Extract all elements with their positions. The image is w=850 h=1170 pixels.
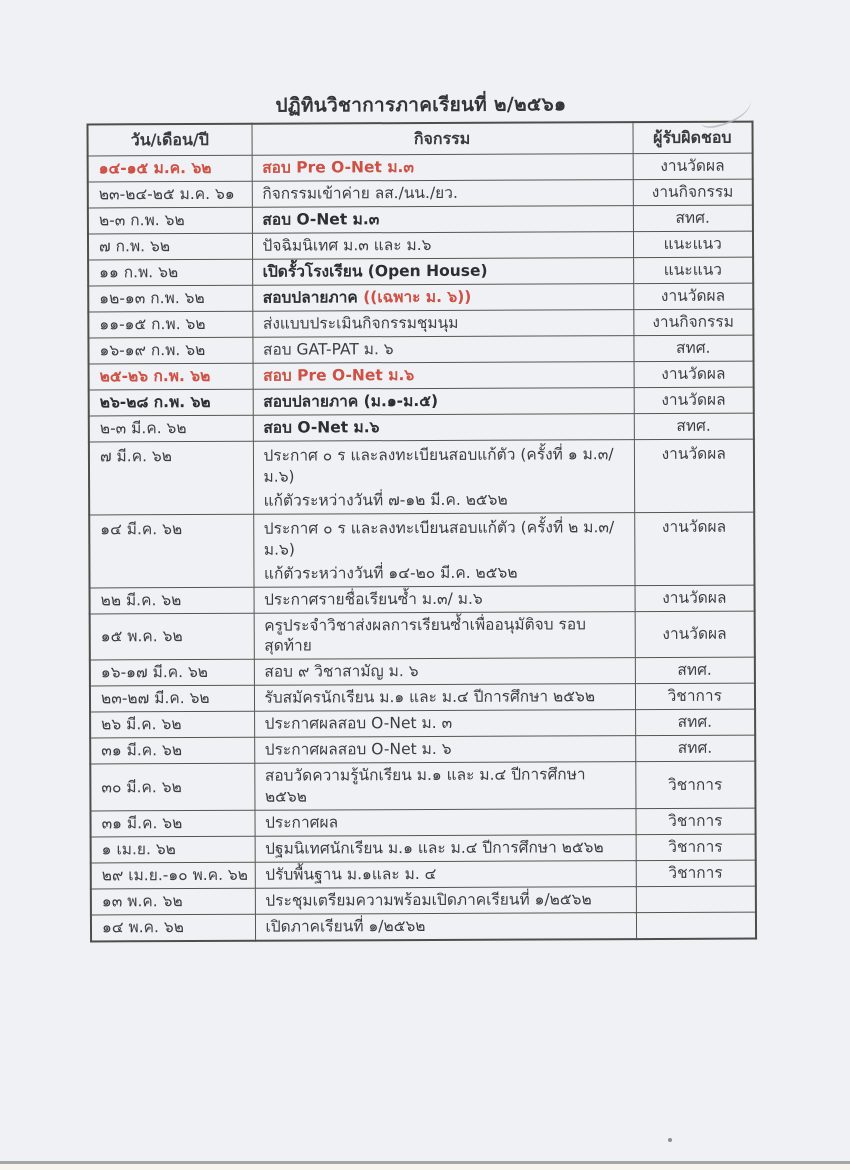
date-cell: ๑๕ พ.ค. ๖๒ (90, 613, 254, 661)
responsible-cell: สทศ. (635, 657, 755, 684)
activity-cell (254, 585, 635, 613)
responsible-cell: งานวัดผล (635, 611, 755, 658)
activity-cell (253, 414, 634, 442)
table-row (90, 585, 755, 614)
activity-cell (252, 310, 633, 338)
activity-cell (254, 809, 635, 837)
responsible-cell (636, 886, 756, 913)
date-cell: ๑๖-๑๙ ก.พ. ๖๒ (88, 337, 252, 364)
responsible-cell: วิชาการ (635, 761, 755, 808)
activity-cell (255, 861, 636, 889)
activity-cell (253, 512, 634, 586)
activity-text: ครูประจำวิชาส่งผลการเรียนซ้ำเพื่ออนุมัติจบ รอบสุดท้าย (264, 614, 587, 656)
activity-text: ประกาศ ๐ ร และลงทะเบียนสอบแก้ตัว (ครั้งที่ ๑ ม.๓/ ม.๖) (263, 445, 614, 486)
activity-cell (254, 736, 635, 764)
activity-text: ประกาศ ๐ ร และลงทะเบียนสอบแก้ตัว (ครั้งที่ ๒ ม.๓/ ม.๖) (263, 517, 615, 559)
responsible-cell: งานวัดผล (633, 283, 753, 310)
responsible-cell: งานกิจกรรม (633, 179, 753, 206)
activity-text: ปฐมนิเทศนักเรียน ม.๑ และ ม.๔ ปีการศึกษา ๒๕๖๒ (265, 838, 604, 858)
activity-text: สอบปลายภาค (ม.๑-ม.๕) (263, 391, 439, 411)
date-cell: ๑๖-๑๗ มี.ค. ๖๒ (90, 660, 254, 687)
table-row (91, 912, 756, 941)
activity-cell (254, 611, 635, 660)
table-row (88, 309, 753, 338)
activity-text: กิจกรรมเข้าค่าย ลส./นน./ยว. (262, 183, 458, 203)
activity-second-line: แก้ตัวระหว่างวันที่ ๗-๑๒ มี.ค. ๒๕๖๒ (263, 490, 508, 510)
activity-text: เปิดรั้วโรงเรียน (Open House) (262, 261, 488, 281)
table-header (87, 122, 752, 156)
activity-cell (254, 658, 635, 686)
page-title: ปฏิทินวิชาการภาคเรียนที่ ๒/๒๕๖๑ (275, 93, 567, 117)
responsible-cell: งานวัดผล (634, 439, 754, 512)
table-row (88, 257, 753, 286)
date-cell: ๒๖ มี.ค. ๖๒ (90, 712, 254, 739)
activity-cell (252, 232, 633, 260)
responsible-cell: สทศ. (633, 205, 753, 232)
responsible-cell: งานวัดผล (634, 361, 754, 388)
responsible-cell: สทศ. (635, 709, 755, 736)
activity-cell (254, 710, 635, 738)
date-cell: ๒๒ มี.ค. ๖๒ (90, 587, 254, 614)
activity-text: ปรับพื้นฐาน ม.๑และ ม. ๔ (265, 865, 437, 884)
date-cell: ๒๙ เม.ย.-๑๐ พ.ค. ๖๒ (91, 862, 255, 889)
activity-cell (255, 835, 636, 863)
responsible-cell: สทศ. (635, 735, 755, 762)
responsible-cell: แนะแนว (633, 231, 753, 258)
activity-cell (255, 887, 636, 915)
activity-text: สอบปลายภาค (262, 288, 364, 307)
responsible-cell: งานวัดผล (635, 585, 755, 612)
date-cell: ๑๔-๑๕ ม.ค. ๖๒ (88, 155, 252, 182)
table-row (91, 860, 756, 889)
table-row (88, 153, 753, 182)
activity-text: ประกาศผล (265, 813, 339, 832)
table-row (90, 761, 755, 811)
activity-cell (252, 154, 633, 182)
activity-cell (252, 284, 633, 312)
table-body (88, 153, 756, 942)
activity-red-text: ((เฉพาะ ม. ๖)) (363, 287, 472, 307)
date-cell: ๓๐ มี.ค. ๖๒ (90, 764, 254, 812)
date-cell: ๒-๓ ก.พ. ๖๒ (88, 207, 252, 234)
table-row (89, 512, 754, 588)
academic-calendar-table (86, 121, 757, 943)
date-cell: ๑๓ พ.ค. ๖๒ (91, 888, 255, 915)
activity-text: สอบวัดความรู้นักเรียน ม.๑ และ ม.๔ ปีการศึกษา ๒๕๖๒ (264, 765, 586, 806)
table-row (90, 683, 755, 712)
activity-cell (253, 388, 634, 416)
table-row (88, 179, 753, 208)
activity-text: สอบ GAT-PAT ม. ๖ (262, 340, 394, 359)
activity-text: ประกาศผลสอบ O-Net ม. ๓ (264, 714, 453, 734)
table-row (89, 439, 754, 515)
activity-text: เปิดภาคเรียนที่ ๑/๒๕๖๒ (265, 917, 426, 936)
activity-text: ปัจฉิมนิเทศ ม.๓ และ ม.๖ (262, 236, 432, 255)
date-cell: ๒๕-๒๖ ก.พ. ๖๒ (89, 363, 253, 390)
responsible-cell: งานวัดผล (633, 153, 753, 180)
activity-second-line: แก้ตัวระหว่างวันที่ ๑๔-๒๐ มี.ค. ๒๕๖๒ (263, 563, 518, 583)
column-header-responsible: ผู้รับผิดชอบ (632, 122, 752, 154)
column-header-date: วัน/เดือน/ปี (87, 124, 251, 156)
column-header-activity: กิจกรรม (251, 122, 632, 155)
date-cell: ๗ ก.พ. ๖๒ (88, 233, 252, 260)
table-row (88, 231, 753, 260)
date-cell: ๓๑ มี.ค. ๖๒ (90, 810, 254, 837)
responsible-cell: วิชาการ (636, 860, 756, 887)
activity-text: สอบ Pre O-Net ม.๖ (263, 366, 415, 385)
responsible-cell (636, 912, 756, 939)
activity-text: ประกาศรายชื่อเรียนซ้ำ ม.๓/ ม.๖ (264, 589, 483, 609)
table-row (90, 808, 755, 837)
table-row (88, 205, 753, 234)
activity-text: สอบ O-Net ม.๖ (263, 418, 380, 437)
responsible-cell: วิชาการ (635, 808, 755, 835)
responsible-cell: สทศ. (633, 335, 753, 362)
header-row (87, 122, 752, 156)
table-row (88, 335, 753, 364)
date-cell: ๒๓-๒๗ มี.ค. ๖๒ (90, 686, 254, 713)
responsible-cell: วิชาการ (635, 683, 755, 710)
table-row (90, 611, 755, 661)
activity-cell (255, 913, 636, 941)
date-cell: ๑๒-๑๓ ก.พ. ๖๒ (88, 285, 252, 312)
activity-cell (254, 684, 635, 712)
responsible-cell: งานวัดผล (634, 387, 754, 414)
activity-text: สอบ O-Net ม.๓ (262, 210, 380, 229)
activity-cell (252, 258, 633, 286)
date-cell: ๑๑ ก.พ. ๖๒ (88, 259, 252, 286)
date-cell: ๑๑-๑๕ ก.พ. ๖๒ (88, 311, 252, 338)
activity-text: ประกาศผลสอบ O-Net ม. ๖ (264, 740, 452, 760)
responsible-cell: สทศ. (634, 413, 754, 440)
responsible-cell: วิชาการ (636, 834, 756, 861)
table-row (91, 834, 756, 863)
activity-cell (253, 362, 634, 390)
activity-cell (254, 762, 635, 811)
date-cell: ๒-๓ มี.ค. ๖๒ (89, 415, 253, 442)
table-row (89, 413, 754, 442)
activity-text: ส่งแบบประเมินกิจกรรมชุมนุม (262, 313, 459, 333)
table-row (91, 886, 756, 915)
date-cell: ๑ เม.ย. ๖๒ (91, 836, 255, 863)
scan-speck (668, 1138, 672, 1142)
date-cell: ๒๓-๒๔-๒๕ ม.ค. ๖๑ (88, 181, 252, 208)
activity-text: สอบ Pre O-Net ม.๓ (262, 158, 415, 177)
responsible-cell: งานวัดผล (634, 512, 754, 585)
table-row (88, 283, 753, 312)
activity-cell (252, 180, 633, 208)
date-cell: ๑๔ พ.ค. ๖๒ (91, 914, 255, 941)
activity-cell (252, 336, 633, 364)
table-row (90, 735, 755, 764)
activity-cell (252, 206, 633, 234)
activity-text: ประชุมเตรียมความพร้อมเปิดภาคเรียนที่ ๑/๒๕๖๒ (265, 890, 592, 910)
scanner-background-strip (0, 1164, 850, 1170)
responsible-cell: แนะแนว (633, 257, 753, 284)
activity-text: สอบ ๙ วิชาสามัญ ม. ๖ (264, 662, 419, 682)
date-cell: ๑๔ มี.ค. ๖๒ (89, 514, 253, 587)
date-cell: ๗ มี.ค. ๖๒ (89, 441, 253, 514)
date-cell: ๒๖-๒๘ ก.พ. ๖๒ (89, 389, 253, 416)
responsible-cell: งานกิจกรรม (633, 309, 753, 336)
table-row (89, 361, 754, 390)
activity-text: รับสมัครนักเรียน ม.๑ และ ม.๔ ปีการศึกษา ๒๕๖๒ (264, 687, 596, 708)
activity-cell (253, 440, 634, 514)
table-row (89, 387, 754, 416)
date-cell: ๓๑ มี.ค. ๖๒ (90, 738, 254, 765)
table-row (90, 657, 755, 686)
table-row (90, 709, 755, 738)
